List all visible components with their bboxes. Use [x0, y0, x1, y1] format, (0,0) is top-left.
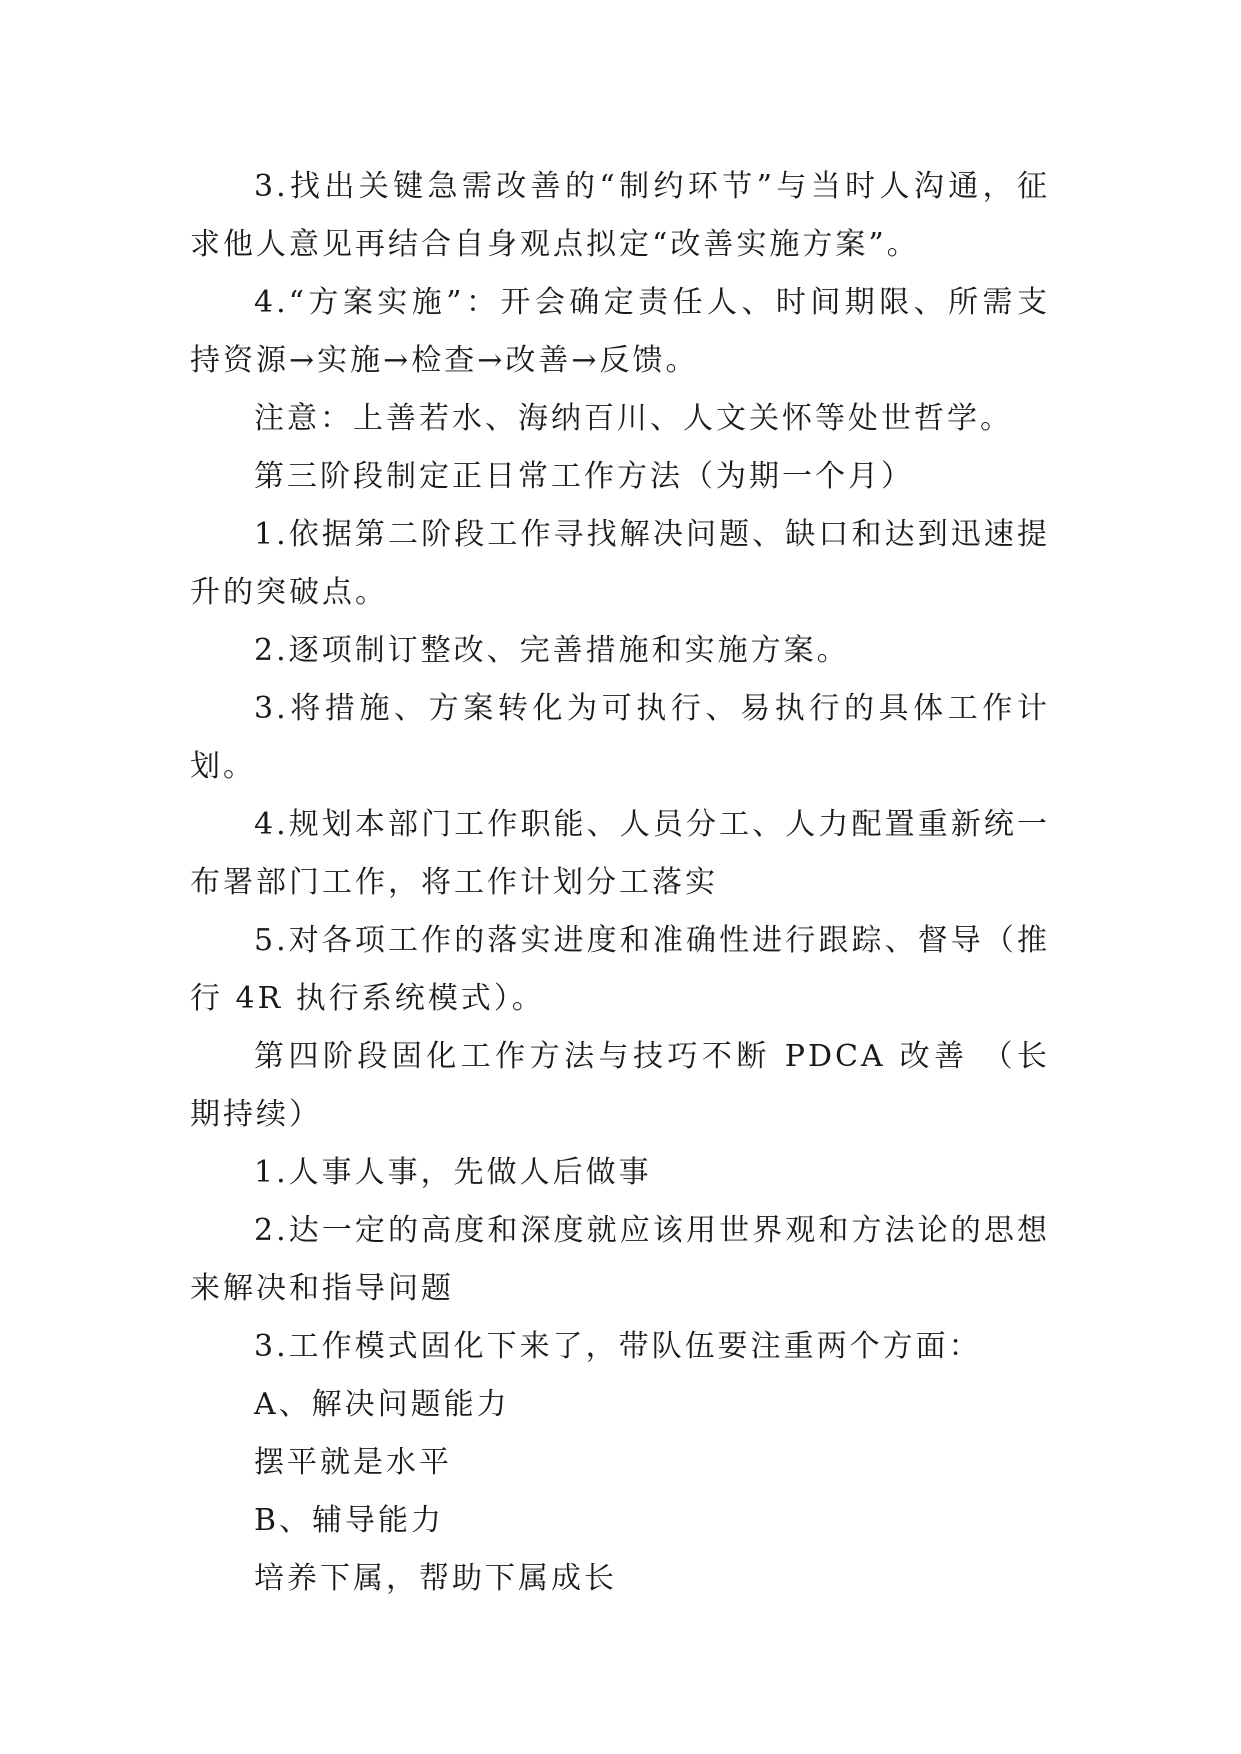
paragraph-note: 注意：上善若水、海纳百川、人文关怀等处世哲学。: [254, 401, 1013, 436]
paragraph-stage4-item-2: 2.达一定的高度和深度就应该用世界观和方法论的思想来解决和指导问题: [190, 1213, 1050, 1306]
paragraph-stage3-item-2: 2.逐项制订整改、完善措施和实施方案。: [254, 633, 850, 668]
document-body: [190, 158, 1050, 1608]
paragraph-stage3-item-5: 5.对各项工作的落实进度和准确性进行跟踪、督导（推行 4R 执行系统模式）。: [190, 923, 1050, 1016]
paragraph-stage3-item-4: 4.规划本部门工作职能、人员分工、人力配置重新统一布署部门工作，将工作计划分工落实: [190, 807, 1050, 900]
paragraph-step-4-implementation: 4.“方案实施”：开会确定责任人、时间期限、所需支持资源→实施→检查→改善→反馈。: [190, 285, 1050, 378]
subheading-a-problem-solving: A、解决问题能力: [254, 1387, 510, 1422]
subheading-b-coaching: B、辅导能力: [254, 1503, 445, 1538]
heading-stage-4: 第四阶段固化工作方法与技巧不断 PDCA 改善 （长期持续）: [190, 1039, 1050, 1132]
heading-stage-3: 第三阶段制定正日常工作方法（为期一个月）: [254, 459, 914, 494]
paragraph-b-detail: 培养下属，帮助下属成长: [254, 1561, 617, 1596]
paragraph-stage4-item-3: 3.工作模式固化下来了，带队伍要注重两个方面：: [254, 1329, 982, 1364]
paragraph-a-detail: 摆平就是水平: [254, 1445, 452, 1480]
paragraph-step-3-constraint: 3.找出关键急需改善的“制约环节”与当时人沟通，征求他人意见再结合自身观点拟定“改善实施方案”。: [190, 169, 1050, 262]
paragraph-stage3-item-3: 3.将措施、方案转化为可执行、易执行的具体工作计划。: [190, 691, 1050, 784]
paragraph-stage3-item-1: 1.依据第二阶段工作寻找解决问题、缺口和达到迅速提升的突破点。: [190, 517, 1050, 610]
paragraph-stage4-item-1: 1.人事人事，先做人后做事: [254, 1155, 652, 1190]
